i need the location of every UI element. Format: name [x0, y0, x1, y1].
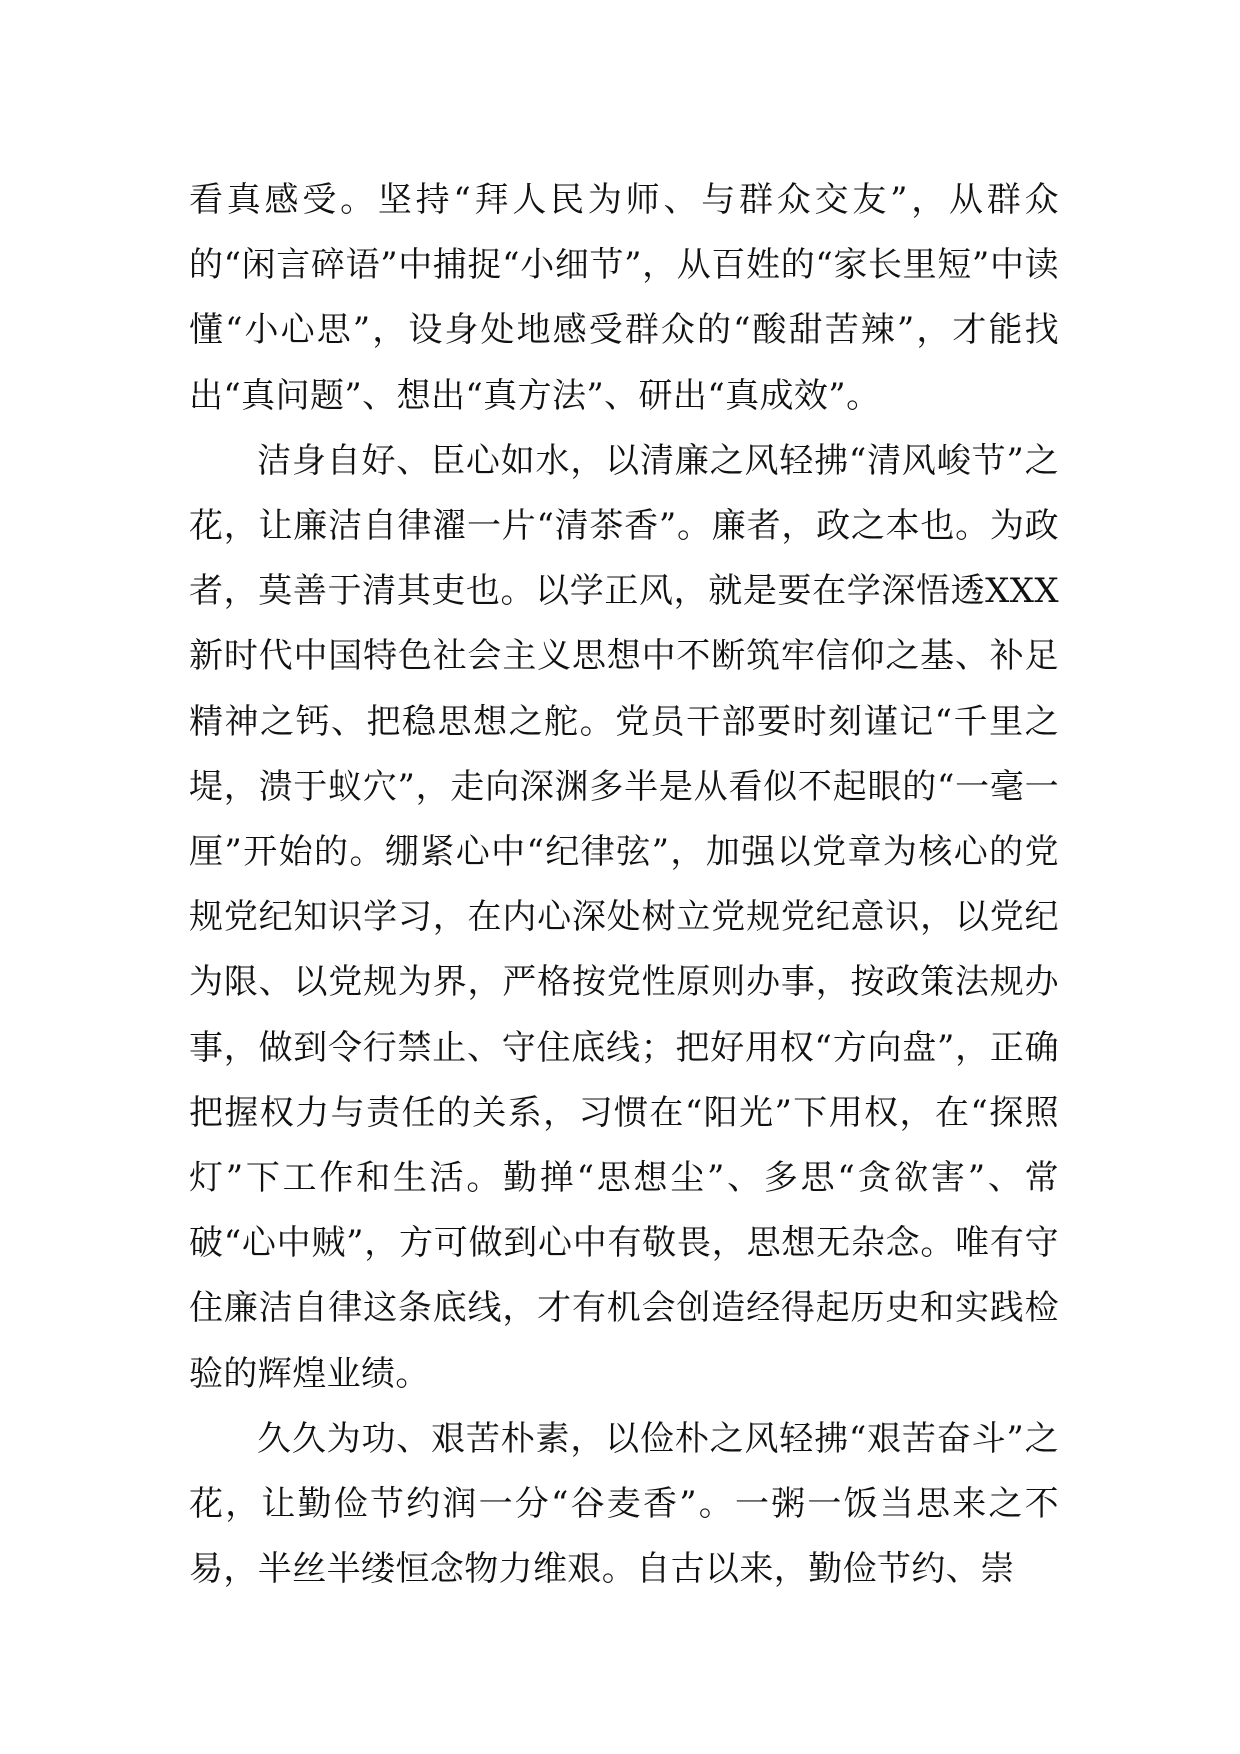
- paragraph-integrity: 洁身自好、臣心如水，以清廉之风轻拂“清风峻节”之花，让廉洁自律濯一片“清茶香”。廉者，政之本也。为政者，莫善于清其吏也。以学正风，就是要在学深悟透XXX新时代中国特色社会主义思想中不断筑牢信仰之基、补足精神之钙、把稳思想之舵。党员干部要时刻谨记“千里之堤，溃于蚁穴”，走向深渊多半是从看似不起眼的“一毫一厘”开始的。绷紧心中“纪律弦”，加强以党章为核心的党规党纪知识学习，在内心深处树立党规党纪意识，以党纪为限、以党规为界，严格按党性原则办事，按政策法规办事，做到令行禁止、守住底线；把好用权“方向盘”，正确把握权力与责任的关系，习惯在“阳光”下用权，在“探照灯”下工作和生活。勤掸“思想尘”、多思“贪欲害”、常破“心中贼”，方可做到心中有敬畏，思想无杂念。唯有守住廉洁自律这条底线，才有机会创造经得起历史和实践检验的辉煌业绩。: [189, 440, 1059, 1394]
- paragraph-frugality: 久久为功、艰苦朴素，以俭朴之风轻拂“艰苦奋斗”之花，让勤俭节约润一分“谷麦香”。一粥一饭当思来之不易，半丝半缕恒念物力维艰。自古以来，勤俭节约、崇: [189, 1418, 1059, 1590]
- body-text: [189, 168, 1059, 1602]
- paragraph-continued: 看真感受。坚持“拜人民为师、与群众交友”，从群众的“闲言碎语”中捕捉“小细节”，从百姓的“家长里短”中读懂“小心思”，设身处地感受群众的“酸甜苦辣”，才能找出“真问题”、想出“真方法”、研出“真成效”。: [189, 180, 1059, 416]
